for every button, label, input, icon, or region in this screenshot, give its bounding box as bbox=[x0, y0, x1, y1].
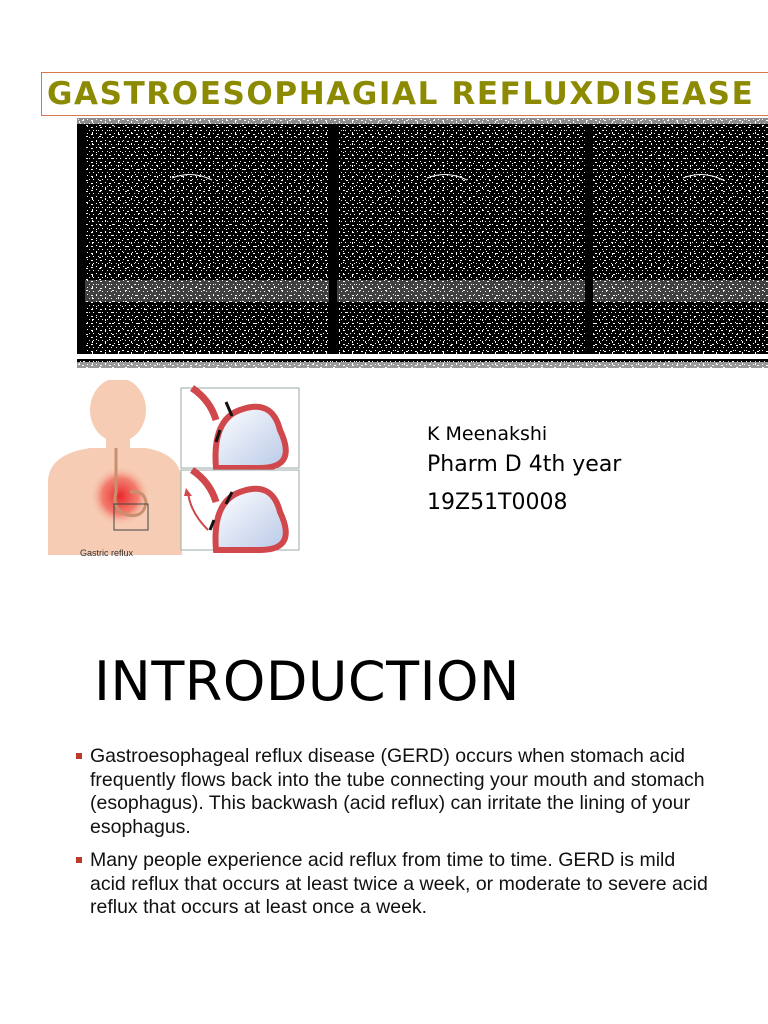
gastric-reflux-illustration bbox=[40, 380, 305, 562]
title-box bbox=[41, 72, 768, 116]
slide-title: GASTROESOPHAGIAL REFLUXDISEASE bbox=[47, 76, 755, 112]
bullet-square-icon bbox=[76, 753, 82, 759]
bullet-square-icon bbox=[76, 857, 82, 863]
bullet-text: Many people experience acid reflux from time to time. GERD is mild acid reflux that occurs at least twice a week, or moderate to severe acid reflux that occurs at least once a week. bbox=[90, 849, 708, 918]
author-block bbox=[427, 422, 621, 522]
introduction-heading: INTRODUCTION bbox=[94, 650, 520, 713]
bullet-item bbox=[76, 849, 716, 920]
bullet-item bbox=[76, 745, 716, 839]
introduction-bullets bbox=[76, 745, 716, 930]
illustration-caption: Gastric reflux bbox=[80, 548, 134, 558]
endoscopy-banner-image bbox=[77, 118, 768, 368]
bullet-text: Gastroesophageal reflux disease (GERD) occurs when stomach acid frequently flows back into the tube connecting your mouth and stomach (esophagus). This backwash (acid reflux) can irritate the lining of your esophagus. bbox=[90, 745, 705, 838]
author-program: Pharm D 4th year bbox=[427, 452, 622, 477]
author-roll-number: 19Z51T0008 bbox=[427, 490, 568, 515]
author-name: K Meenakshi bbox=[427, 423, 548, 445]
